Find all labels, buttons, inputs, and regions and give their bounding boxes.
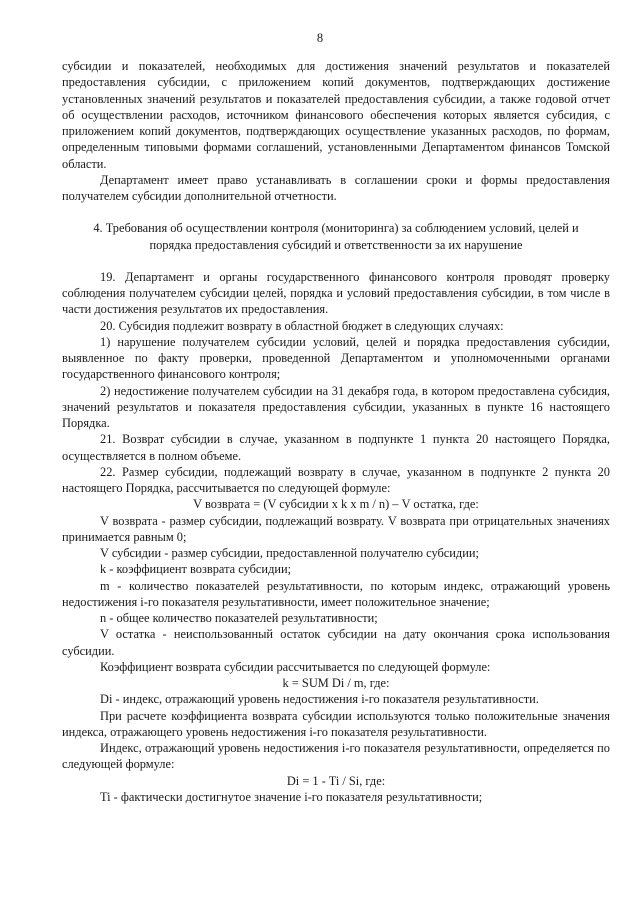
page-number: 8 [316, 31, 324, 45]
definition-ti: Ti - фактически достигнутое значение i-го показателя результативности; [100, 789, 483, 804]
formula-k: k = SUM Di / m, где: [282, 676, 390, 690]
paragraph-20-item-2: 2) недостижение получателем субсидии на 31 декабря года, в котором предоставлена субсидия, значений результатов и показателя предоставления субсидии, указанных в пункте 16 настоящего Порядка. [62, 383, 610, 430]
definition-v-refund: V возврата - размер субсидии, подлежащий возврату. V возврата при отрицательных значениях принимается равным 0; [62, 513, 610, 544]
paragraph-positive-values: При расчете коэффициента возврата субсидии используются только положительные значения индекса, отражающего уровень недостижения i-го показателя результативности. [62, 708, 610, 739]
definition-di: Di - индекс, отражающий уровень недостижения i-го показателя результативности. [100, 692, 539, 707]
definition-m: m - количество показателей результативности, по которым индекс, отражающий уровень недостижения i-го показателя результативности, имеет положительное значение; [62, 578, 610, 609]
paragraph-di-intro: Индекс, отражающий уровень недостижения i-го показателя результативности, определяется по следующей формуле: [62, 741, 610, 772]
definition-v-remainder: V остатка - неиспользованный остаток субсидии на дату окончания срока использования субсидии. [62, 627, 610, 658]
paragraph-additional-reporting: Департамент имеет право устанавливать в соглашении сроки и формы предоставления получателем субсидии дополнительной отчетности. [62, 172, 610, 203]
formula-v-refund: V возврата = (V субсидии x k x m / n) – V остатка, где: [193, 497, 479, 512]
formula-di: Di = 1 - Ti / Si, где: [286, 773, 386, 788]
paragraph-21: 21. Возврат субсидии в случае, указанном в подпункте 1 пункта 20 настоящего Порядка, осуществляется в полном объеме. [62, 432, 610, 463]
document-body [62, 58, 610, 805]
paragraph-22: 22. Размер субсидии, подлежащий возврату в случае, указанном в подпункте 2 пункта 20 настоящего Порядка, рассчитывается по следующей формуле: [62, 464, 610, 495]
paragraph-20: 20. Субсидия подлежит возврату в областной бюджет в следующих случаях: [100, 318, 504, 333]
paragraph-continuation: субсидии и показателей, необходимых для достижения значений результатов и показателей предоставления субсидии, с приложением копий документов, подтверждающих достижение установленных значений результатов и показателей предоставления субсидии, а также годовой отчет об осуществлении расходов, источником финансового обеспечения которых является субсидия, с приложением копий документов, подтверждающих осуществление указанных расходов, по формам, определенным типовыми формами соглашений, установленными Департаментом финансов Томской области. [62, 59, 610, 171]
paragraph-k-intro: Коэффициент возврата субсидии рассчитывается по следующей формуле: [100, 659, 491, 674]
paragraph-20-item-1: 1) нарушение получателем субсидии условий, целей и порядка предоставления субсидии, выявленное по факту проверки, проведенной Департаментом и уполномоченными органами государственного финансового контроля; [62, 334, 610, 382]
definition-k: k - коэффициент возврата субсидии; [100, 562, 292, 577]
section-heading-4: 4. Требования об осуществлении контроля (мониторинга) за соблюдением условий, целей и порядка предоставления субсидий и ответственности за их нарушение [93, 221, 579, 252]
paragraph-19: 19. Департамент и органы государственного финансового контроля проводят проверку соблюдения получателем субсидии целей, порядка и условий предоставления субсидии, в том числе в части достижения результатов их предоставления. [62, 269, 610, 317]
definition-v-subsidy: V субсидии - размер субсидии, предоставленной получателю субсидии; [100, 546, 479, 560]
definition-n: n - общее количество показателей результативности; [100, 611, 378, 625]
